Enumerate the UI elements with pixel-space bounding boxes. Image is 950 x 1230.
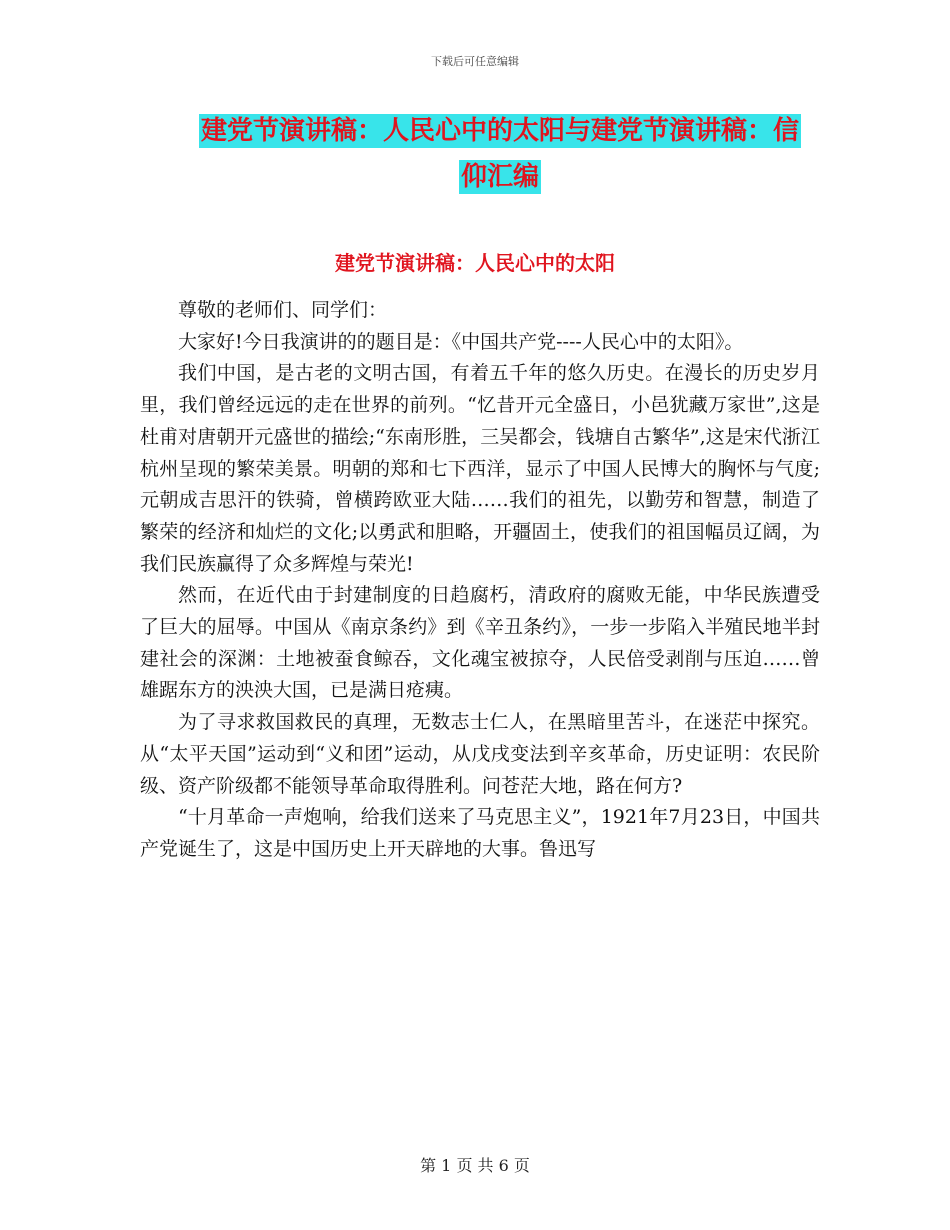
paragraph-intro: 大家好!今日我演讲的的题目是：《中国共产党----人民心中的太阳》。 [178,330,744,353]
paragraph-party-founding: “十月革命一声炮响，给我们送来了马克思主义”，1921年7月23日，中国共产党诞生了，这是中国历史上开天辟地的大事。鲁迅写 [140,806,820,860]
document-title-line-2: 仰汇编 [460,162,539,192]
section-title: 建党节演讲稿：人民心中的太阳 [335,251,615,275]
page-number: 第 1 页 共 6 页 [420,1156,530,1175]
paragraph-seeking-truth: 为了寻求救国救民的真理，无数志士仁人，在黑暗里苦斗，在迷茫中探究。从“太平天国”运动到“义和团”运动，从戊戌变法到辛亥革命，历史证明：农民阶级、资产阶级都不能领导革命取得胜利。问苍茫大地，路在何方? [140,711,820,797]
document-title [160,108,840,200]
page-header: 下载后可任意编辑 [431,55,519,68]
paragraph-history: 我们中国，是古老的文明古国，有着五千年的悠久历史。在漫长的历史岁月里，我们曾经远远的走在世界的前列。“忆昔开元全盛日，小邑犹藏万家世”,这是杜甫对唐朝开元盛世的描绘;“东南形胜，三吴都会，钱塘自古繁华”,这是宋代浙江杭州呈现的繁荣美景。明朝的郑和七下西洋，显示了中国人民博大的胸怀与气度;元朝成吉思汗的铁骑，曾横跨欧亚大陆……我们的祖先，以勤劳和智慧，制造了繁荣的经济和灿烂的文化;以勇武和胆略，开疆固土，使我们的祖国幅员辽阔，为我们民族赢得了众多辉煌与荣光! [140,362,820,575]
document-title-line-1: 建党节演讲稿：人民心中的太阳与建党节演讲稿：信 [200,116,799,146]
paragraph-modern-humiliation: 然而，在近代由于封建制度的日趋腐朽，清政府的腐败无能，中华民族遭受了巨大的屈辱。中国从《南京条约》到《辛丑条约》，一步一步陷入半殖民地半封建社会的深渊：土地被蚕食鲸吞，文化魂宝被掠夺，人民倍受剥削与压迫……曾雄踞东方的泱泱大国，已是满日疮痍。 [140,584,820,702]
paragraph-greeting: 尊敬的老师们、同学们： [178,299,388,321]
body-text [140,295,820,866]
